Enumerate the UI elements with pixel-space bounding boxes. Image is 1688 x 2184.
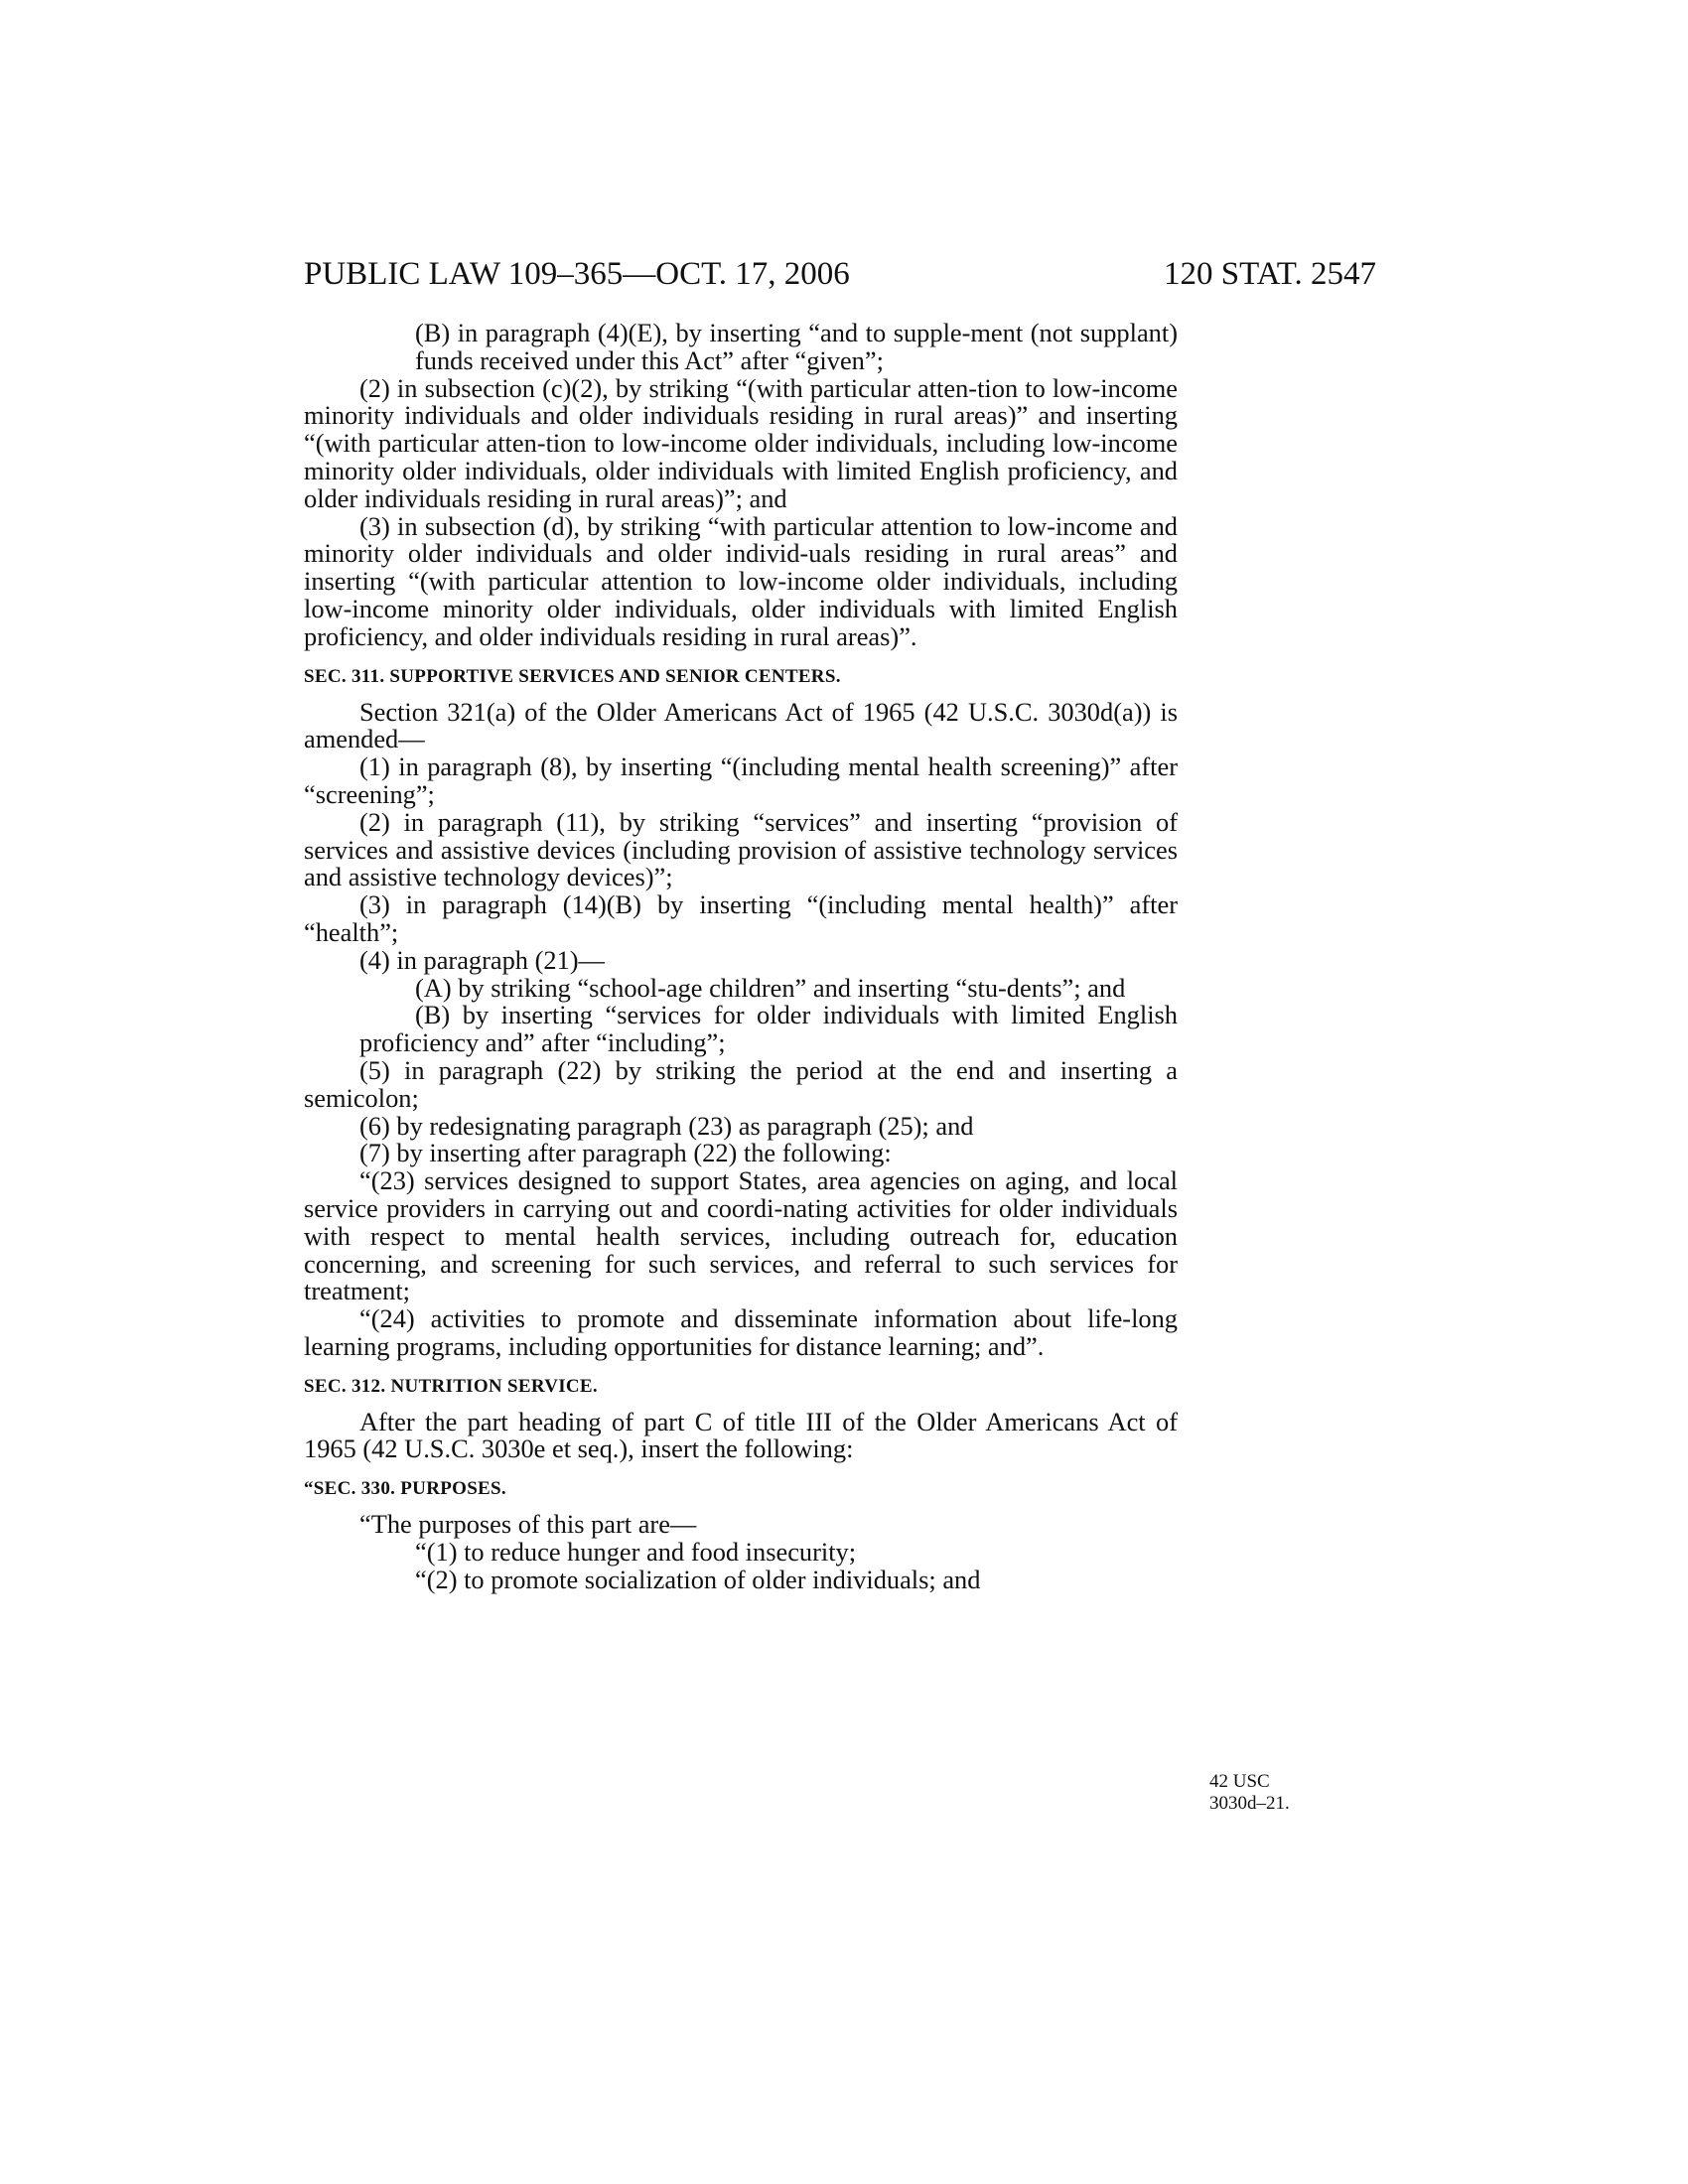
section-311-item-3: (3) in paragraph (14)(B) by inserting “(including mental health)” after “health”;	[304, 889, 1178, 947]
running-head-title: PUBLIC LAW 109–365—OCT. 17, 2006	[304, 256, 850, 292]
section-311-item-7: (7) by inserting after paragraph (22) the following:	[359, 1138, 892, 1168]
margin-note-line-2: 3030d–21.	[1209, 1793, 1290, 1814]
section-311-intro: Section 321(a) of the Older Americans Act of 1965 (42 U.S.C. 3030d(a)) is amended—	[304, 696, 1178, 754]
document-body	[304, 320, 1178, 1594]
statute-page-number: 120 STAT. 2547	[1163, 256, 1376, 292]
page-header	[304, 254, 1376, 294]
section-312-intro: After the part heading of part C of title III of the Older Americans Act of 1965 (42 U.S.C. 3030e et seq.), insert the following:	[304, 1406, 1178, 1464]
section-311-heading: SEC. 311. SUPPORTIVE SERVICES AND SENIOR CENTERS.	[304, 665, 841, 687]
section-330-intro: “The purposes of this part are—	[359, 1509, 697, 1540]
section-312-heading: SEC. 312. NUTRITION SERVICE.	[304, 1375, 598, 1397]
section-311-item-4b: (B) by inserting “services for older individuals with limited English proficiency and” after “including”;	[359, 1000, 1178, 1058]
paragraph-3-subsection-d: (3) in subsection (d), by striking “with particular attention to low-income and minority older individuals and older individ-uals residing in rural areas” and inserting “(with particular attention to low-income older individuals, including low-income minority older individuals, older individuals with limited English proficiency, and older individuals residing in rural areas)”.	[304, 510, 1178, 651]
section-311-paragraph-23: “(23) services designed to support States, area agencies on aging, and local service providers in carrying out and coordi-nating activities for older individuals with respect to mental health services, including outreach for, education concerning, and screening for such services, and referral to such services for treatment;	[304, 1165, 1178, 1306]
section-311-item-4: (4) in paragraph (21)—	[359, 944, 605, 975]
margin-note-line-1: 42 USC	[1209, 1771, 1270, 1792]
usc-margin-note	[1209, 1771, 1329, 1815]
paragraph-2-subsection-c2: (2) in subsection (c)(2), by striking “(with particular atten-tion to low-income minority individuals and older individuals residing in rural areas)” and inserting “(with particular atten-tion to low-income older individuals, including low-income minority older individuals, older individuals with limited English proficiency, and older individuals residing in rural areas)”; and	[304, 372, 1178, 513]
section-330-heading: “SEC. 330. PURPOSES.	[304, 1478, 506, 1500]
section-311-item-5: (5) in paragraph (22) by striking the period at the end and inserting a semicolon;	[304, 1054, 1178, 1113]
section-311-paragraph-24: “(24) activities to promote and disseminate information about life-long learning programs, including opportunities for distance learning; and”.	[304, 1303, 1178, 1361]
section-311-item-6: (6) by redesignating paragraph (23) as paragraph (25); and	[359, 1110, 974, 1141]
section-311-item-2: (2) in paragraph (11), by striking “services” and inserting “provision of services and assistive devices (including provision of assistive technology services and assistive technology devices)”;	[304, 806, 1178, 892]
section-311-item-1: (1) in paragraph (8), by inserting “(including mental health screening)” after “screening”;	[304, 751, 1178, 809]
section-330-item-1: “(1) to reduce hunger and food insecurity;	[415, 1537, 857, 1568]
section-330-item-2: “(2) to promote socialization of older individuals; and	[415, 1564, 981, 1594]
section-311-item-4a: (A) by striking “school-age children” and inserting “stu-dents”; and	[415, 972, 1126, 1003]
paragraph-b-4e: (B) in paragraph (4)(E), by inserting “and to supple-ment (not supplant) funds received under this Act” after “given”;	[415, 318, 1178, 375]
